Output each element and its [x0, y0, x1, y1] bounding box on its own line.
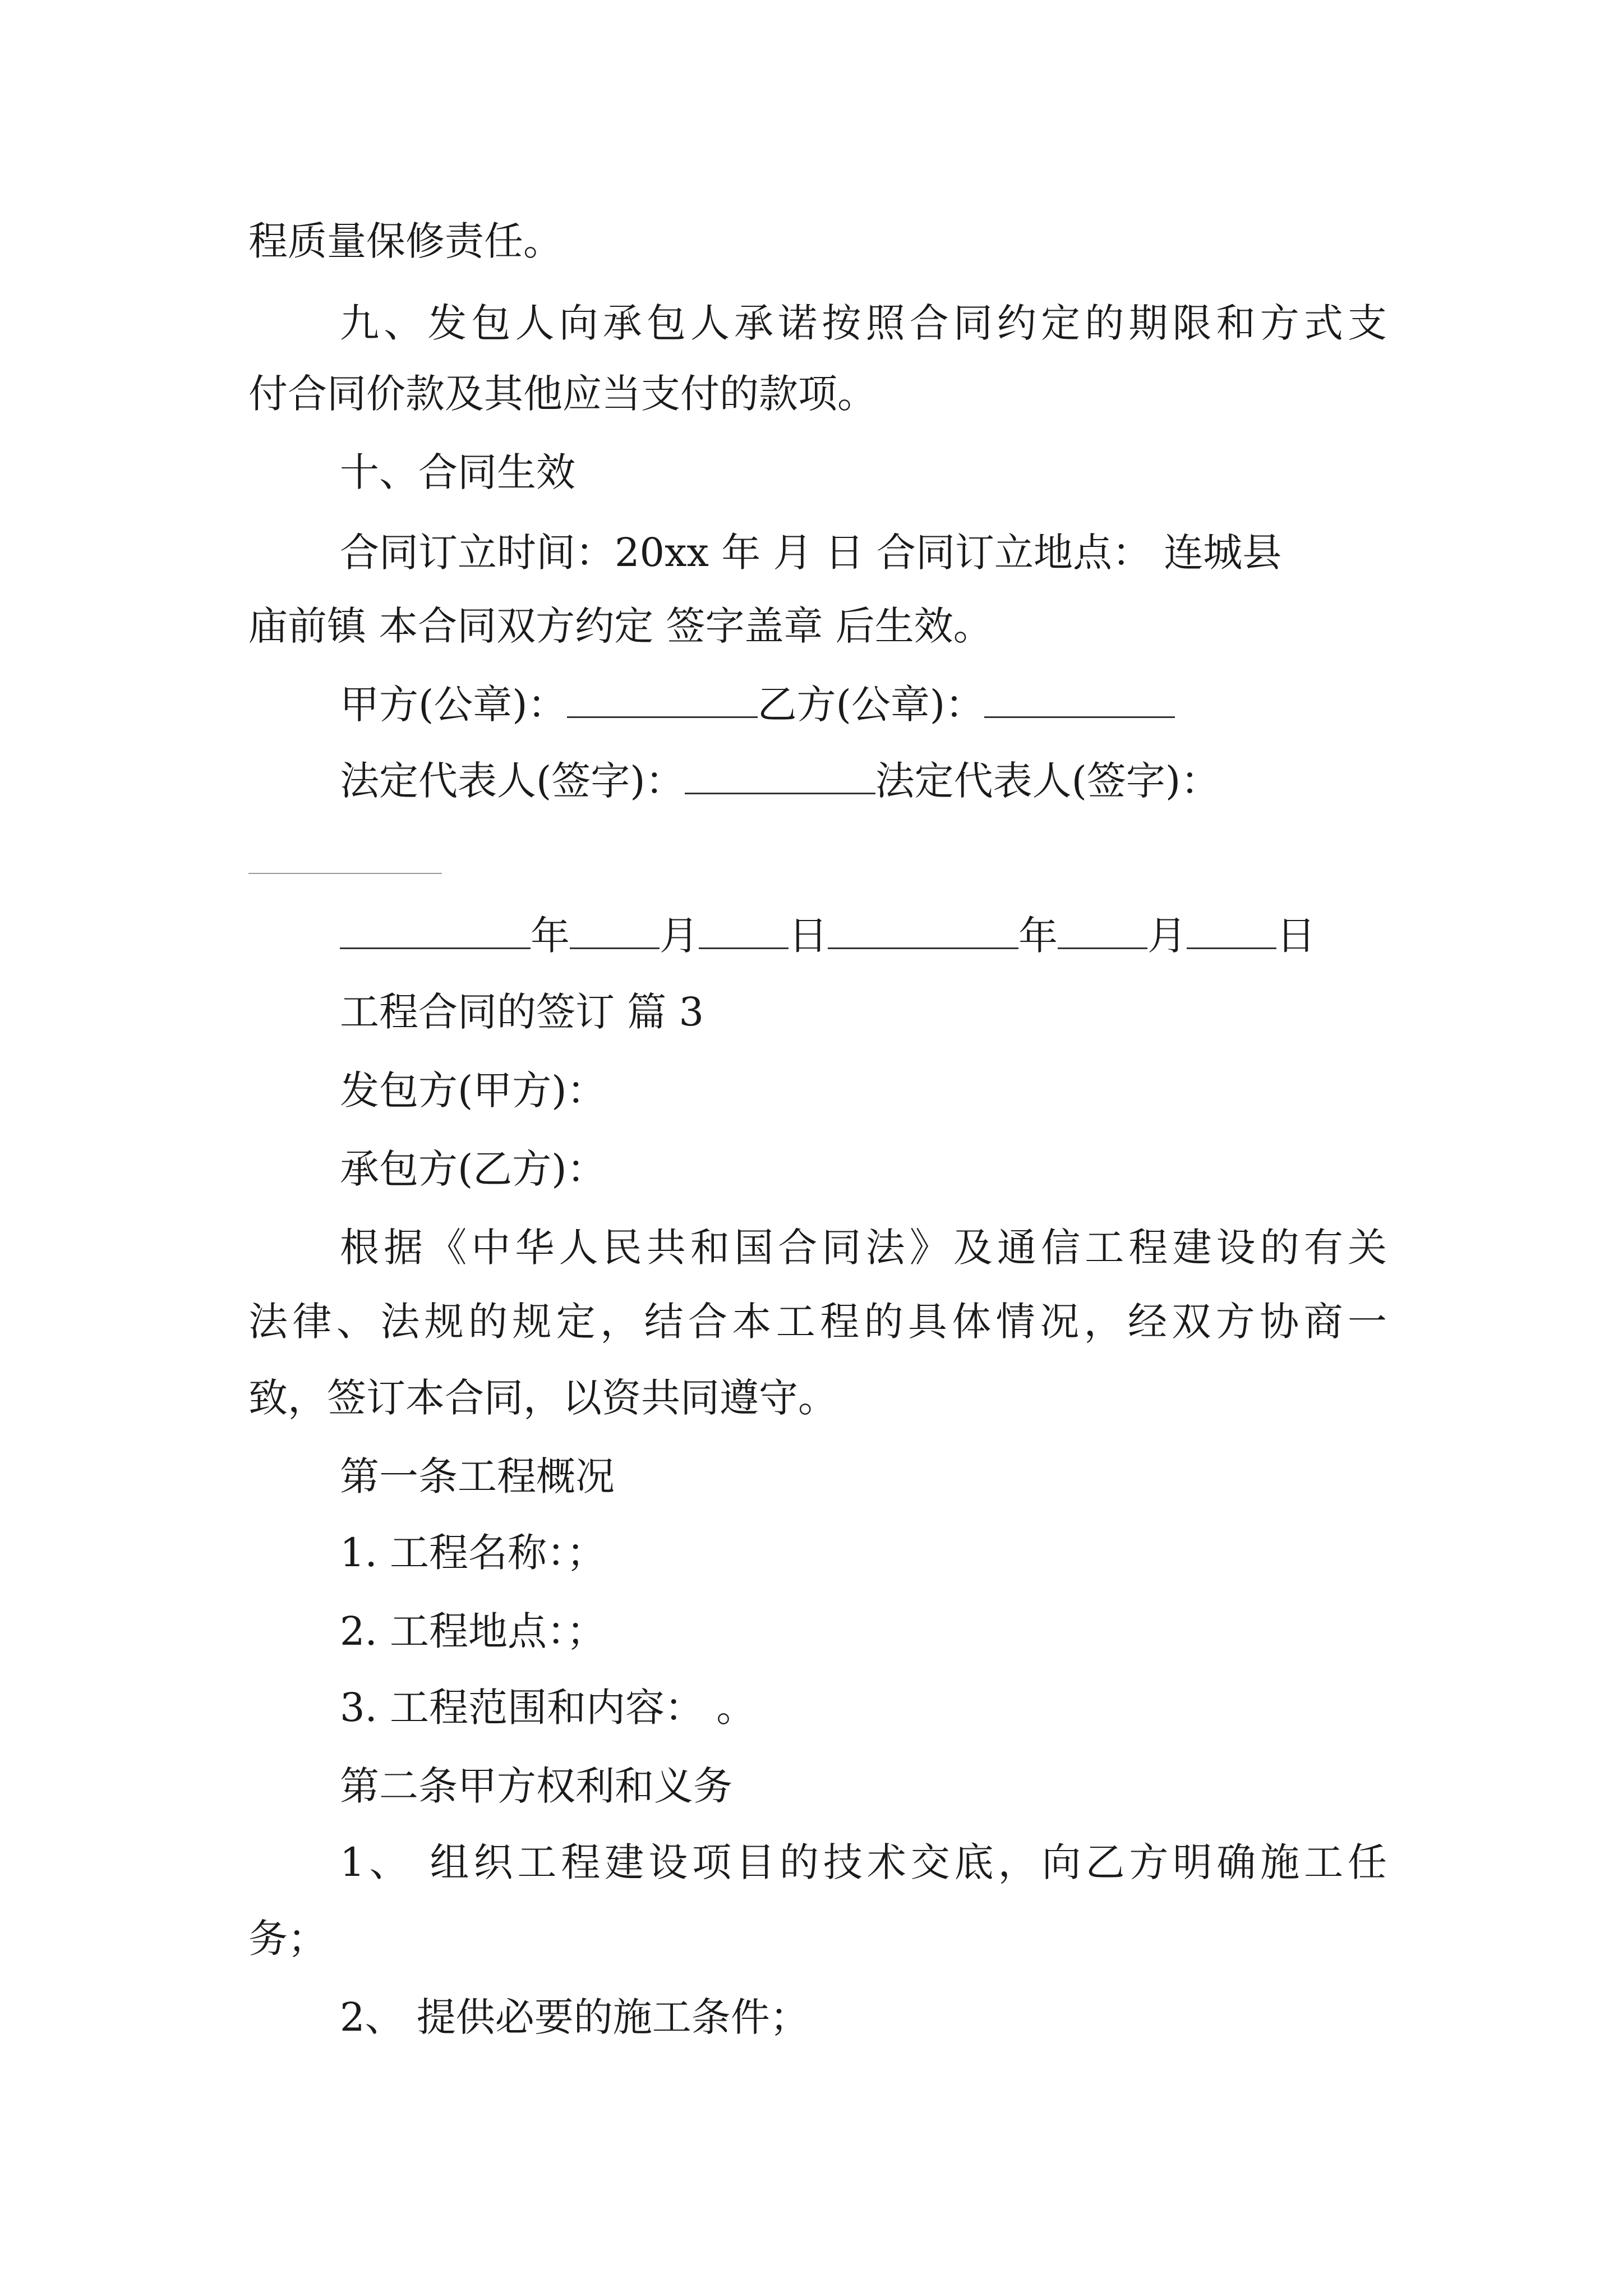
- list-item: 1、 组织工程建设项目的技术交底，向乙方明确施工任: [340, 1839, 1387, 1885]
- year-label: 年: [531, 913, 570, 959]
- month-label: 月: [660, 913, 699, 959]
- legal-rep-b-label: 法定代表人(签字)：: [875, 758, 1220, 804]
- day-label: 日: [1276, 913, 1316, 959]
- legal-rep-a-label: 法定代表人(签字)：: [340, 758, 685, 804]
- month-blank-a: [570, 915, 660, 949]
- text-line: 致，签订本合同，以资共同遵守。: [248, 1375, 837, 1421]
- month-label: 月: [1147, 913, 1187, 959]
- month-blank-b: [1058, 915, 1147, 949]
- employer-line: 发包方(甲方)：: [340, 1068, 606, 1114]
- text-line: 务；: [248, 1916, 327, 1962]
- article-title: 工程合同的签订 篇 3: [340, 989, 704, 1035]
- contractor-line: 承包方(乙方)：: [340, 1146, 606, 1192]
- party-a-seal-blank: [567, 684, 758, 718]
- party-b-seal-label: 乙方(公章)：: [757, 682, 985, 728]
- date-line: [340, 908, 1316, 964]
- text-line: 庙前镇 本合同双方约定 签字盖章 后生效。: [248, 603, 993, 649]
- legal-rep-a-blank: [685, 760, 875, 794]
- year-blank-b: [828, 915, 1018, 949]
- signature-seal-line: [340, 677, 1175, 733]
- day-blank-b: [1187, 915, 1276, 949]
- day-label: 日: [789, 913, 828, 959]
- article-heading: 第二条甲方权利和义务: [340, 1763, 732, 1809]
- text-line: 九、发包人向承包人承诺按照合同约定的期限和方式支: [340, 300, 1387, 346]
- party-b-seal-blank: [984, 684, 1175, 718]
- text-line: 程质量保修责任。: [248, 218, 562, 264]
- list-item: 2. 工程地点：；: [340, 1608, 606, 1654]
- list-item: 3. 工程范围和内容： 。: [340, 1685, 756, 1731]
- year-blank-a: [340, 915, 531, 949]
- article-heading: 第一条工程概况: [340, 1453, 615, 1499]
- section-heading: 十、合同生效: [340, 449, 575, 495]
- list-item: 2、 提供必要的施工条件；: [340, 1994, 809, 2040]
- legal-rep-b-blank: [248, 873, 442, 874]
- text-line: 法律、法规的规定，结合本工程的具体情况，经双方协商一: [248, 1299, 1387, 1345]
- list-item: 1. 工程名称：；: [340, 1530, 606, 1576]
- year-label: 年: [1018, 913, 1058, 959]
- text-line: 付合同价款及其他应当支付的款项。: [248, 371, 877, 417]
- day-blank-a: [699, 915, 789, 949]
- legal-rep-line: [340, 753, 1220, 809]
- party-a-seal-label: 甲方(公章)：: [340, 682, 567, 728]
- text-line: 合同订立时间：20xx 年 月 日 合同订立地点： 连城县: [340, 530, 1282, 576]
- text-line: 根据《中华人民共和国合同法》及通信工程建设的有关: [340, 1225, 1387, 1271]
